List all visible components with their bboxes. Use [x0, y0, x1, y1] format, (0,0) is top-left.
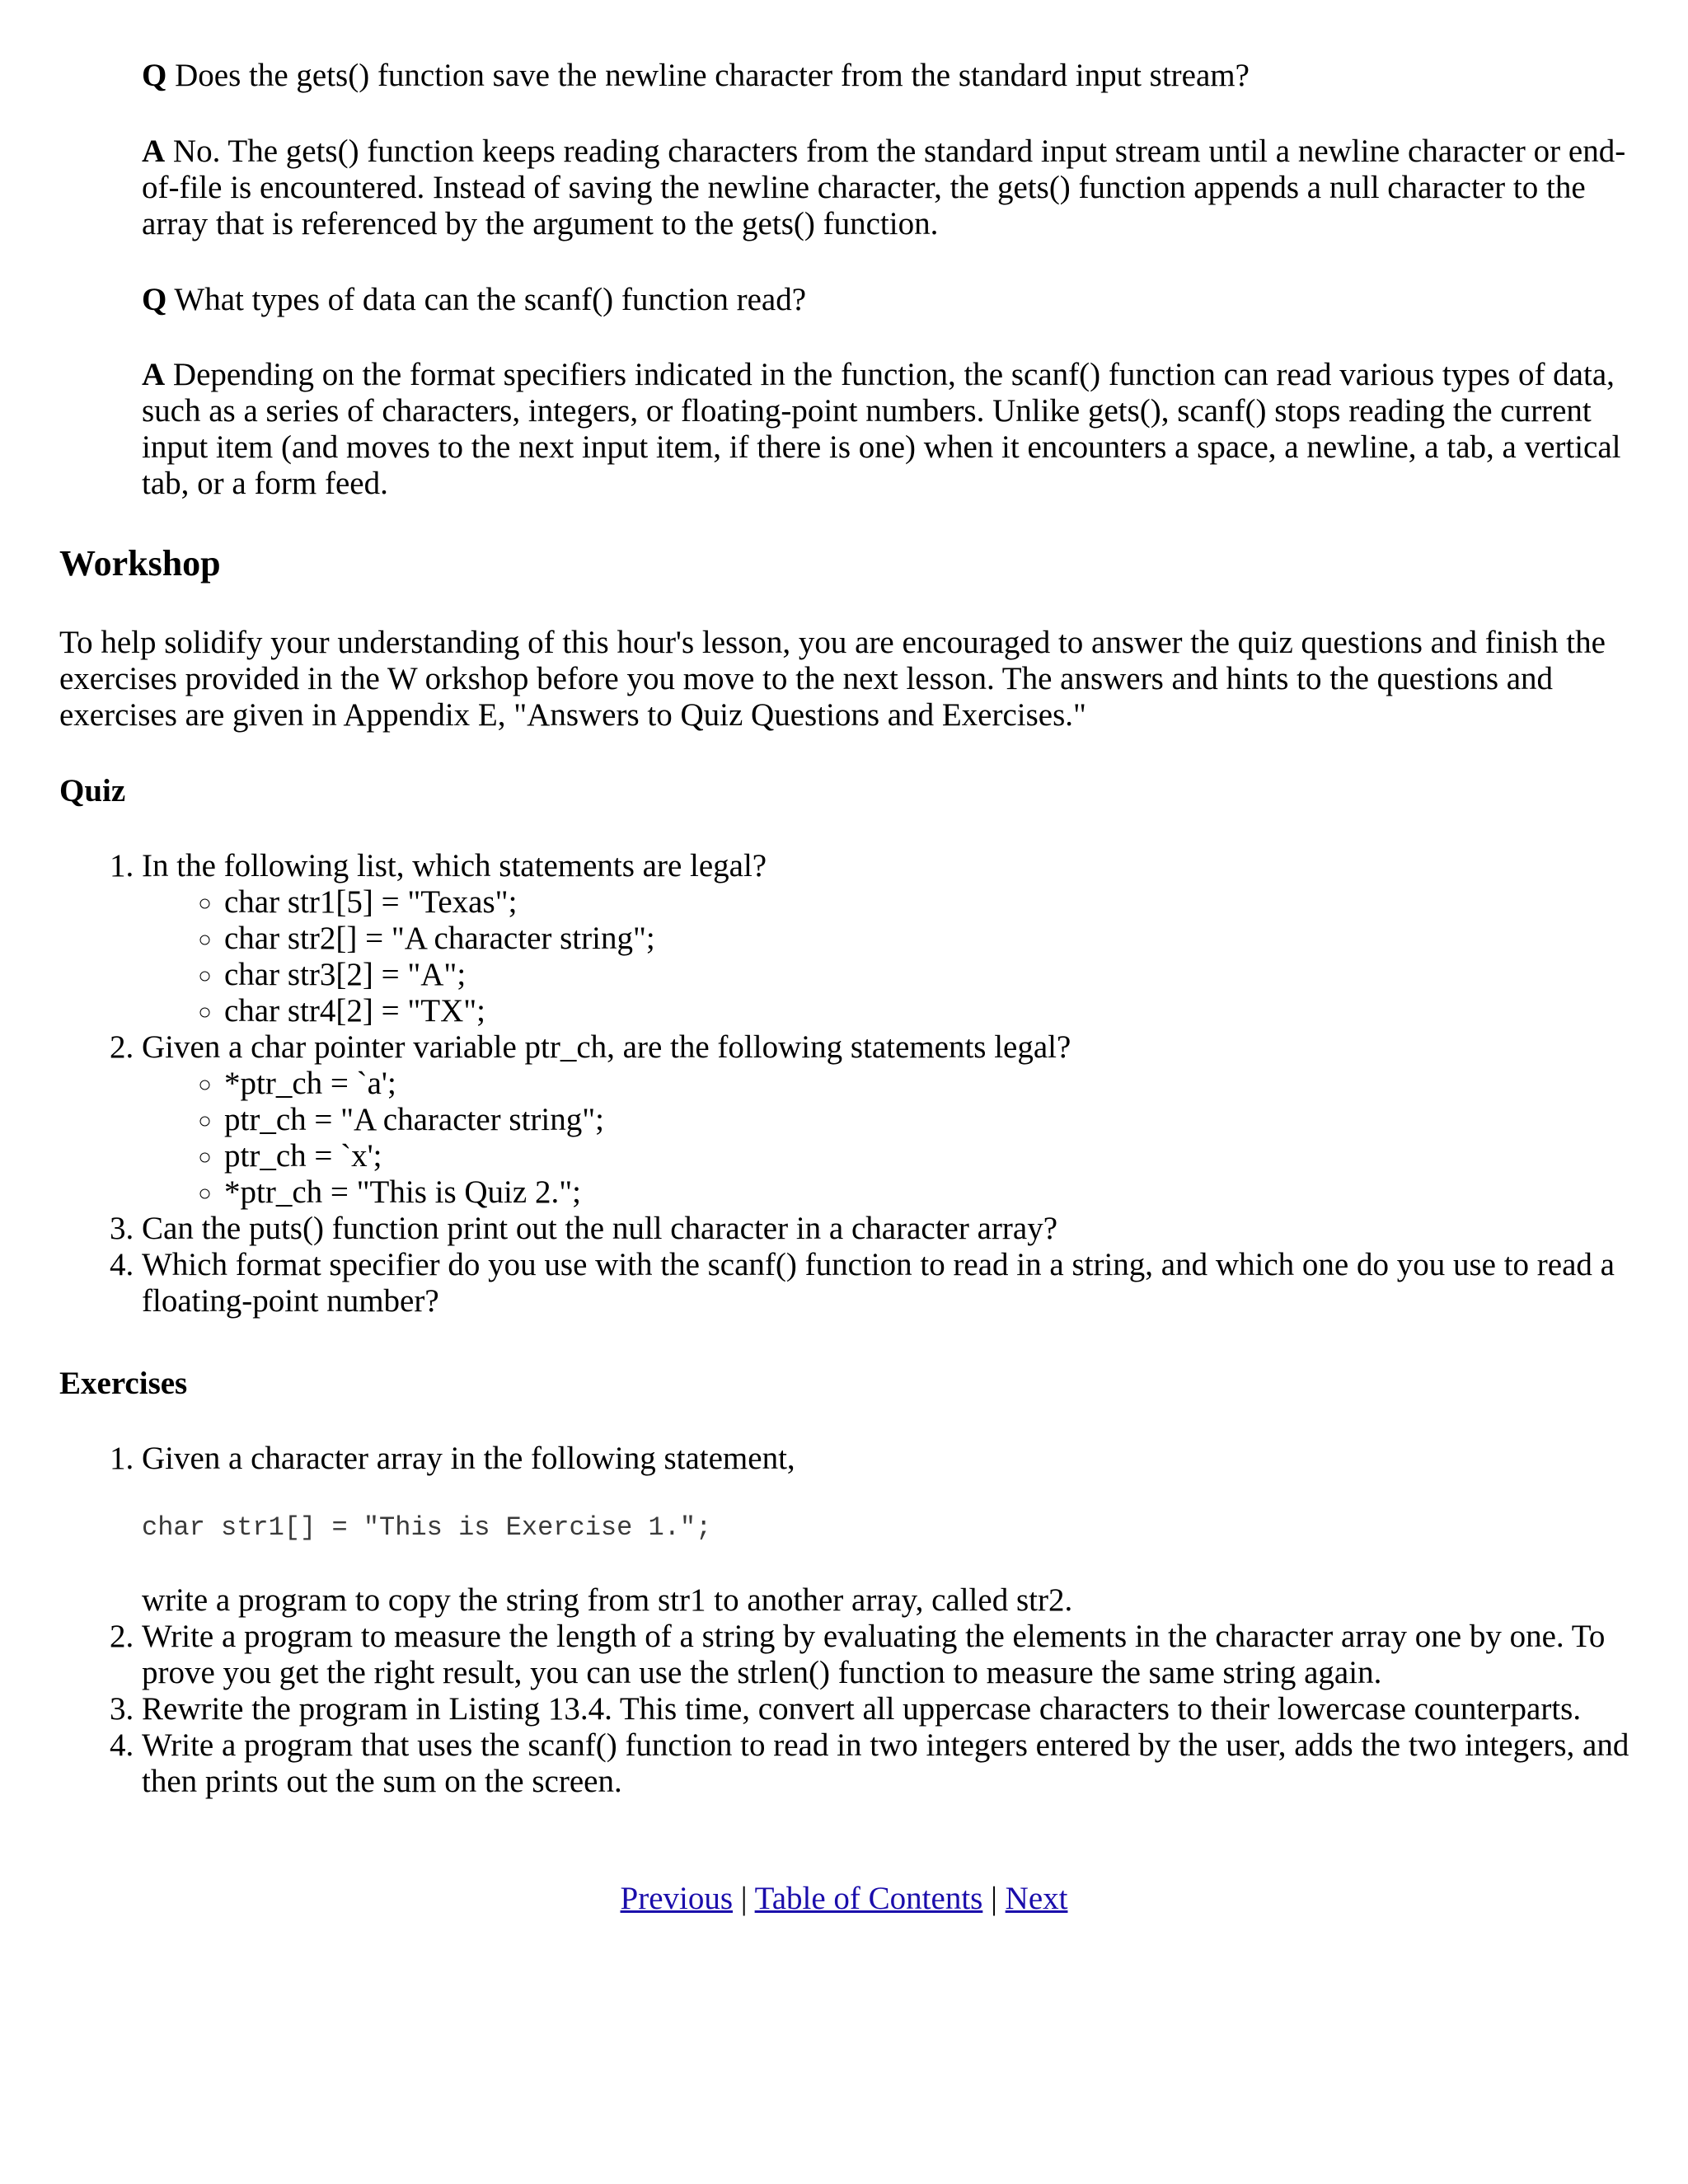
quiz-list [0, 848, 1650, 1319]
exercise-item-followup: write a program to copy the string from str1 to another array, called str2. [142, 1582, 1073, 1618]
quiz-sub-item: ◦ ptr_ch = `x'; [224, 1138, 1650, 1174]
quiz-item-text: Given a char pointer variable ptr_ch, are the following statements legal? [142, 1029, 1071, 1065]
answer-label: A [142, 134, 166, 169]
previous-link[interactable]: Previous [620, 1881, 734, 1916]
quiz-sub-item: ◦ char str3[2] = "A"; [224, 957, 1650, 993]
quiz-item: 4. Which format specifier do you use with the scanf() function to read in a string, and which one do you use to read a floating-point number? [142, 1247, 1650, 1319]
next-link[interactable]: Next [1005, 1881, 1068, 1916]
exercise-item: 2. Write a program to measure the length of a string by evaluating the elements in the character array one by one. To prove you get the right result, you can use the strlen() function to measure the same string again. [142, 1619, 1650, 1691]
answer-label: A [142, 357, 166, 392]
faq-answer-2 [142, 357, 1642, 502]
nav-separator: | [740, 1881, 748, 1916]
workshop-heading: Workshop [59, 543, 221, 583]
page-navigation [0, 1881, 1688, 1917]
quiz-sub-item: ◦ *ptr_ch = `a'; [224, 1066, 1650, 1102]
exercise-item-text: Given a character array in the following statement, [142, 1441, 795, 1476]
exercises-list [0, 1441, 1650, 1800]
quiz-sub-item: ◦ char str2[] = "A character string"; [224, 921, 1650, 957]
question-label: Q [142, 58, 167, 93]
nav-separator: | [991, 1881, 997, 1916]
quiz-sub-item: ◦ *ptr_ch = "This is Quiz 2."; [224, 1174, 1650, 1211]
question-label: Q [142, 282, 167, 317]
question-text: Does the gets() function save the newline character from the standard input stream? [175, 58, 1250, 93]
workshop-intro: To help solidify your understanding of this hour's lesson, you are encouraged to answer the quiz questions and finish the exercises provided in the W orkshop before you move to the next lesson. The answers and hints to the questions and exercises are given in Appendix E, "Answers to Quiz Questions and Exercises." [59, 625, 1606, 733]
quiz-item-text: In the following list, which statements are legal? [142, 848, 767, 883]
question-text: What types of data can the scanf() function read? [174, 282, 807, 317]
code-snippet: char str1[] = "This is Exercise 1."; [142, 1512, 712, 1543]
quiz-sub-item: ◦ char str1[5] = "Texas"; [224, 884, 1650, 921]
faq-question-2 [142, 282, 1642, 318]
answer-text: No. The gets() function keeps reading characters from the standard input stream until a newline character or end-of-file is encountered. Instead of saving the newline character, the gets() function appends a null character to the array that is referenced by the argument to the gets() function. [142, 134, 1626, 241]
table-of-contents-link[interactable]: Table of Contents [754, 1881, 983, 1916]
quiz-sub-item: ◦ char str4[2] = "TX"; [224, 993, 1650, 1029]
quiz-sub-item: ◦ ptr_ch = "A character string"; [224, 1102, 1650, 1138]
answer-text: Depending on the format specifiers indicated in the function, the scanf() function can read various types of data, such as a series of characters, integers, or floating-point numbers. Unlike gets(), scanf() stops reading the current input item (and moves to the next input item, if there is one) when it encounters a space, a newline, a tab, a vertical tab, or a form feed. [142, 357, 1621, 501]
exercise-item: 4. Write a program that uses the scanf() function to read in two integers entered by the user, adds the two integers, and then prints out the sum on the screen. [142, 1727, 1650, 1800]
quiz-sub-list [142, 1066, 1650, 1211]
faq-answer-1 [142, 134, 1642, 242]
faq-question-1 [142, 58, 1642, 94]
quiz-item: 3. Can the puts() function print out the null character in a character array? [142, 1211, 1650, 1247]
quiz-item [142, 848, 1650, 1029]
exercises-heading: Exercises [59, 1366, 188, 1401]
exercise-item: 3. Rewrite the program in Listing 13.4. This time, convert all uppercase characters to their lowercase counterparts. [142, 1691, 1650, 1727]
quiz-heading: Quiz [59, 773, 126, 808]
quiz-item [142, 1029, 1650, 1211]
exercise-item [142, 1441, 1650, 1619]
quiz-sub-list [142, 884, 1650, 1029]
